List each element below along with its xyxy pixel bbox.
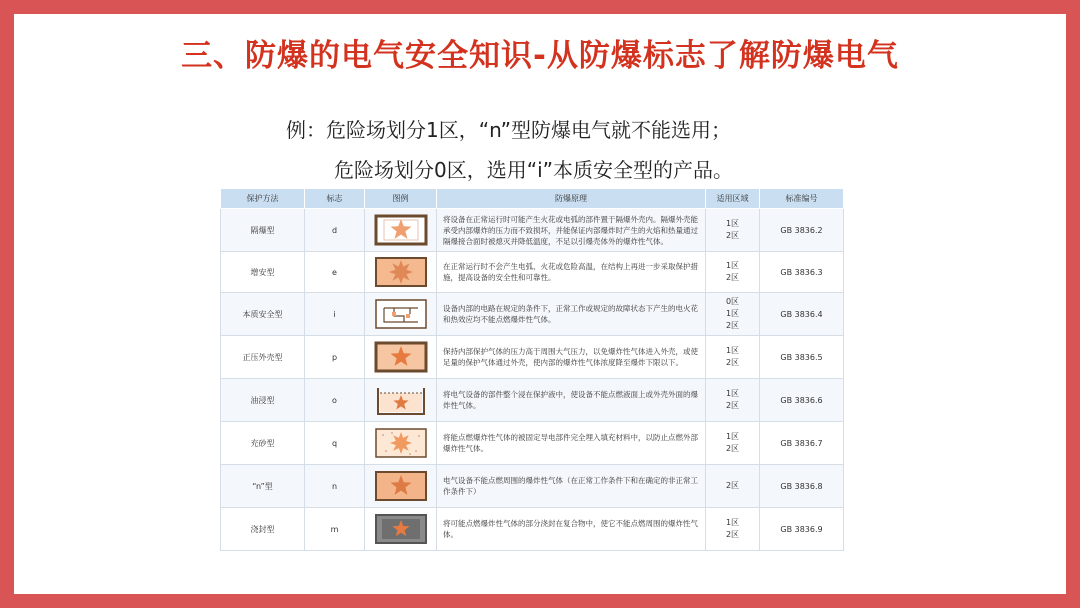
example-line-2: 危险场划分0区，选用“i”本质安全型的产品。	[334, 158, 734, 182]
zone-label: 2区	[725, 401, 740, 410]
standard-cell: GB 3836.5	[760, 336, 844, 379]
zone-label: 2区	[725, 231, 740, 240]
mark-cell: o	[305, 379, 365, 422]
header-principle: 防爆原理	[437, 189, 706, 209]
example-line-1: 例：危险场划分1区，“n”型防爆电气就不能选用；	[286, 118, 732, 142]
zone-label: 2区	[725, 530, 740, 539]
illustration-cell	[365, 422, 437, 465]
table-row	[221, 465, 844, 508]
header-standard: 标准编号	[760, 189, 844, 209]
table-row	[221, 252, 844, 293]
powder-filling-icon	[374, 427, 428, 459]
table-row	[221, 379, 844, 422]
mark-cell: e	[305, 252, 365, 293]
table-row	[221, 209, 844, 252]
standard-cell: GB 3836.4	[760, 293, 844, 336]
header-illustration: 图例	[365, 189, 437, 209]
illustration-cell	[365, 293, 437, 336]
zone-label: 1区	[725, 219, 740, 228]
zone-cell	[706, 422, 760, 465]
zone-label: 1区	[725, 309, 740, 318]
mark-cell: m	[305, 508, 365, 551]
header-zone: 适用区域	[706, 189, 760, 209]
mark-cell: d	[305, 209, 365, 252]
encapsulation-icon	[374, 513, 428, 545]
table-row	[221, 508, 844, 551]
principle-cell: 将能点燃爆炸性气体的被固定导电部件完全埋入填充材料中，以防止点燃外部爆炸性气体。	[437, 422, 706, 465]
method-cell: 浇封型	[221, 508, 305, 551]
table-row	[221, 293, 844, 336]
illustration-cell	[365, 209, 437, 252]
zone-label: 2区	[725, 273, 740, 282]
zone-cell	[706, 293, 760, 336]
illustration-cell	[365, 336, 437, 379]
zone-label: 2区	[725, 481, 740, 490]
method-cell: 增安型	[221, 252, 305, 293]
intrinsic-safety-icon	[374, 298, 428, 330]
method-cell: 本质安全型	[221, 293, 305, 336]
zone-label: 1区	[725, 389, 740, 398]
header-mark: 标志	[305, 189, 365, 209]
zone-label: 1区	[725, 518, 740, 527]
standard-cell: GB 3836.9	[760, 508, 844, 551]
explosion-protection-table	[220, 188, 844, 551]
zone-cell	[706, 336, 760, 379]
zone-label: 2区	[725, 444, 740, 453]
pressurized-icon	[374, 341, 428, 373]
mark-cell: q	[305, 422, 365, 465]
method-cell: 充砂型	[221, 422, 305, 465]
mark-cell: p	[305, 336, 365, 379]
principle-cell: 将设备在正常运行时可能产生火花或电弧的部件置于隔爆外壳内。隔爆外壳能承受内部爆炸的压力而不致损坏，并能保证内部爆炸时产生的火焰和热量通过隔爆接合面时被熄灭并降低温度，不足以引爆壳体外的爆炸性气体。	[437, 209, 706, 252]
standard-cell: GB 3836.8	[760, 465, 844, 508]
zone-cell	[706, 209, 760, 252]
illustration-cell	[365, 252, 437, 293]
table-body	[221, 209, 844, 551]
zone-label: 1区	[725, 261, 740, 270]
table-row	[221, 422, 844, 465]
zone-cell	[706, 508, 760, 551]
principle-cell: 保持内部保护气体的压力高于周围大气压力，以免爆炸性气体进入外壳，或使足量的保护气体通过外壳，使内部的爆炸性气体浓度降至爆炸下限以下。	[437, 336, 706, 379]
illustration-cell	[365, 379, 437, 422]
method-cell: 隔爆型	[221, 209, 305, 252]
principle-cell: 设备内部的电路在规定的条件下，正常工作或规定的故障状态下产生的电火花和热效应均不能点燃爆炸性气体。	[437, 293, 706, 336]
principle-cell: 在正常运行时不会产生电弧、火花或危险高温，在结构上再进一步采取保护措施，提高设备的安全性和可靠性。	[437, 252, 706, 293]
type-n-icon	[374, 470, 428, 502]
principle-cell: 将可能点燃爆炸性气体的部分浇封在复合物中，使它不能点燃周围的爆炸性气体。	[437, 508, 706, 551]
zone-label: 2区	[725, 321, 740, 330]
page-title: 三、防爆的电气安全知识-从防爆标志了解防爆电气	[181, 38, 899, 74]
zone-label: 0区	[725, 297, 740, 306]
oil-immersion-icon	[374, 384, 428, 416]
zone-label: 1区	[725, 432, 740, 441]
illustration-cell	[365, 508, 437, 551]
zone-label: 2区	[725, 358, 740, 367]
zone-cell	[706, 379, 760, 422]
zone-label: 1区	[725, 346, 740, 355]
principle-cell: 电气设备不能点燃周围的爆炸性气体（在正常工作条件下和在确定的非正常工作条件下）	[437, 465, 706, 508]
standard-cell: GB 3836.2	[760, 209, 844, 252]
zone-cell	[706, 252, 760, 293]
principle-cell: 将电气设备的部件整个浸在保护液中，使设备不能点燃液面上或外壳外面的爆炸性气体。	[437, 379, 706, 422]
flameproof-icon	[374, 214, 428, 246]
header-method: 保护方法	[221, 189, 305, 209]
standard-cell: GB 3836.3	[760, 252, 844, 293]
method-cell: “n”型	[221, 465, 305, 508]
mark-cell: i	[305, 293, 365, 336]
method-cell: 正压外壳型	[221, 336, 305, 379]
standard-cell: GB 3836.6	[760, 379, 844, 422]
table-header-row	[221, 189, 844, 209]
increased-safety-icon	[374, 256, 428, 288]
standard-cell: GB 3836.7	[760, 422, 844, 465]
table-row	[221, 336, 844, 379]
method-cell: 油浸型	[221, 379, 305, 422]
zone-cell	[706, 465, 760, 508]
illustration-cell	[365, 465, 437, 508]
mark-cell: n	[305, 465, 365, 508]
